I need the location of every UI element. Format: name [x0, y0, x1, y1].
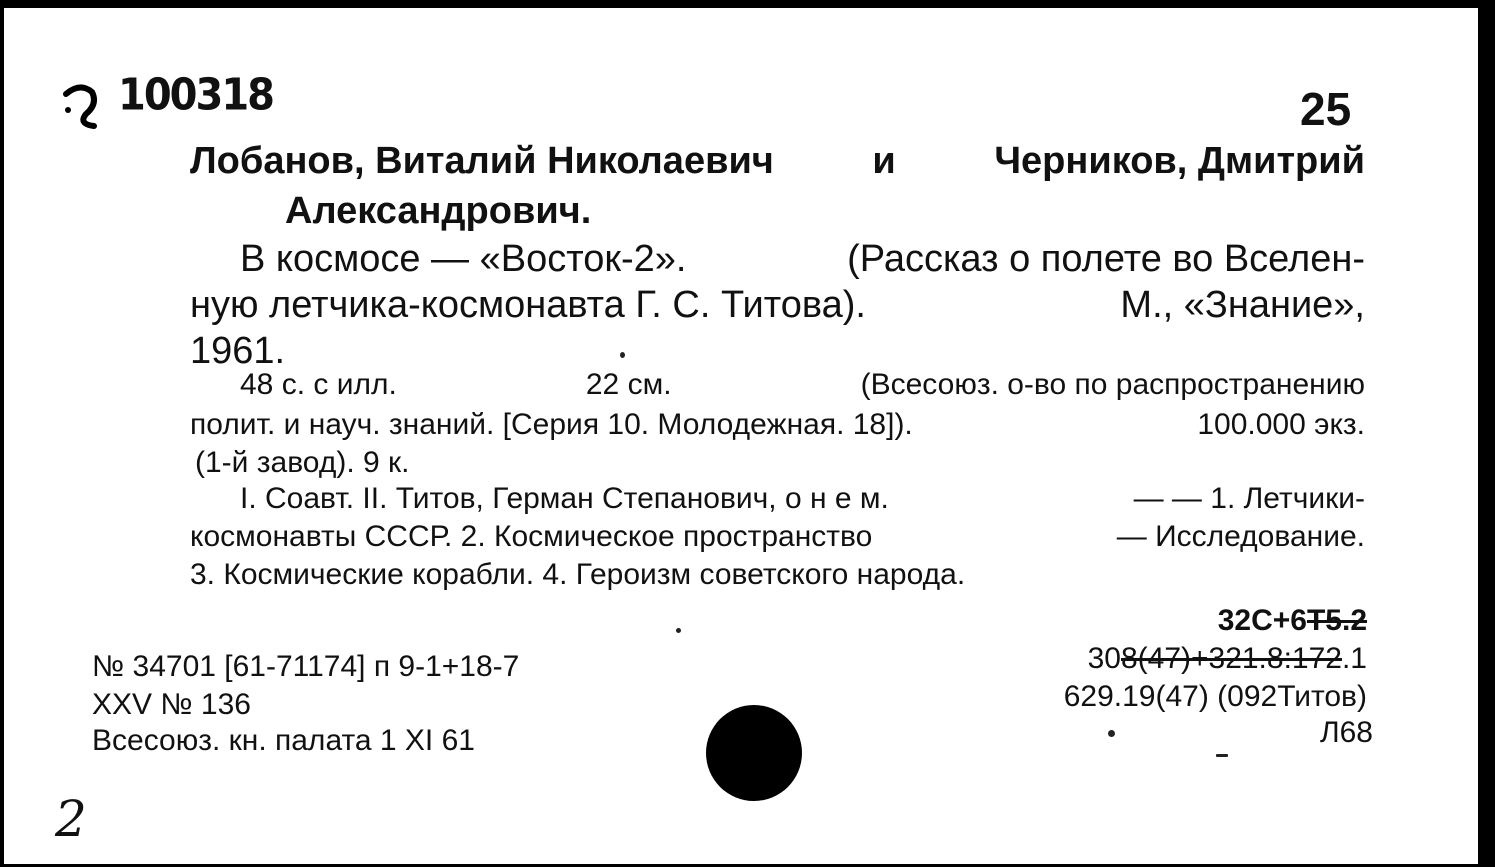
print-run: 100.000 экз.	[1197, 408, 1365, 441]
description-line-3: (1-й завод). 9 к.	[195, 446, 410, 479]
title-main: В космосе — «Восток-2».	[240, 238, 687, 280]
classification-code-a: 32С+6	[1217, 604, 1307, 637]
page-number: 25	[1300, 83, 1352, 135]
subjects-start: — — 1. Летчики-	[1133, 482, 1365, 515]
author-line-1	[190, 140, 1365, 183]
title-line-2	[190, 284, 1365, 327]
publication-year: 1961.	[190, 330, 286, 372]
footer-line-2: XXV № 136	[92, 688, 251, 721]
author-line-2: Александрович.	[285, 190, 592, 232]
description-line-2	[190, 408, 1365, 442]
classification-code-a-struck: Т5.2	[1306, 604, 1367, 637]
scan-border-top	[0, 0, 1495, 8]
series-info-start: (Всесоюз. о-во по распространению	[860, 368, 1365, 401]
description-line-1	[240, 368, 1365, 402]
ink-speck	[1216, 754, 1228, 757]
subjects-coauthor: I. Соавт. II. Титов, Герман Степанович, о н е м.	[240, 482, 889, 515]
subjects-line-1	[240, 482, 1365, 516]
card-punch-hole	[706, 705, 802, 801]
classification-line-1	[1218, 604, 1367, 638]
ink-speck	[676, 628, 681, 633]
classification-line-3: 629.19(47) (092Титов)	[1063, 680, 1367, 713]
title-line-1	[240, 238, 1365, 281]
handwritten-id-block	[58, 80, 108, 135]
size-info: 22 см.	[585, 368, 672, 401]
scan-border-left	[0, 0, 4, 867]
author-secondary: Черников, Дмитрий	[994, 140, 1365, 182]
footer-line-3: Всесоюз. кн. палата 1 XI 61	[92, 724, 475, 757]
subjects-research: — Исследование.	[1116, 520, 1365, 553]
author-mark: Л68	[1319, 716, 1373, 749]
classification-code-b-end: .1	[1341, 642, 1367, 675]
ink-speck	[620, 352, 625, 358]
author-conjunction: и	[872, 140, 896, 182]
title-subtitle-end: ную летчика-космонавта Г. С. Титова).	[190, 284, 866, 326]
subjects-middle: космонавты СССР. 2. Космическое пространство	[190, 520, 873, 553]
subjects-line-3: 3. Космические корабли. 4. Героизм советского народа.	[190, 558, 966, 591]
subjects-line-2	[190, 520, 1365, 554]
classification-code-b: 30	[1087, 642, 1121, 675]
handwritten-id: 100318	[118, 69, 273, 121]
ink-speck	[1108, 730, 1115, 737]
scan-border-right	[1478, 0, 1495, 867]
classification-line-2	[1088, 642, 1367, 676]
publisher: М., «Знание»,	[1120, 284, 1365, 326]
pages-info: 48 с. с илл.	[240, 368, 397, 401]
footer-line-1: № 34701 [61-71174] п 9-1+18-7	[92, 650, 520, 683]
handwritten-hook-mark	[58, 80, 108, 130]
classification-code-b-struck: 8(47)+321.8:172	[1120, 642, 1342, 675]
handwritten-mark: 2	[55, 790, 87, 848]
series-info-end: полит. и науч. знаний. [Серия 10. Молодежная. 18]).	[190, 408, 913, 441]
title-subtitle-start: (Рассказ о полете во Вселен-	[847, 238, 1365, 280]
author-primary: Лобанов, Виталий Николаевич	[190, 140, 774, 182]
